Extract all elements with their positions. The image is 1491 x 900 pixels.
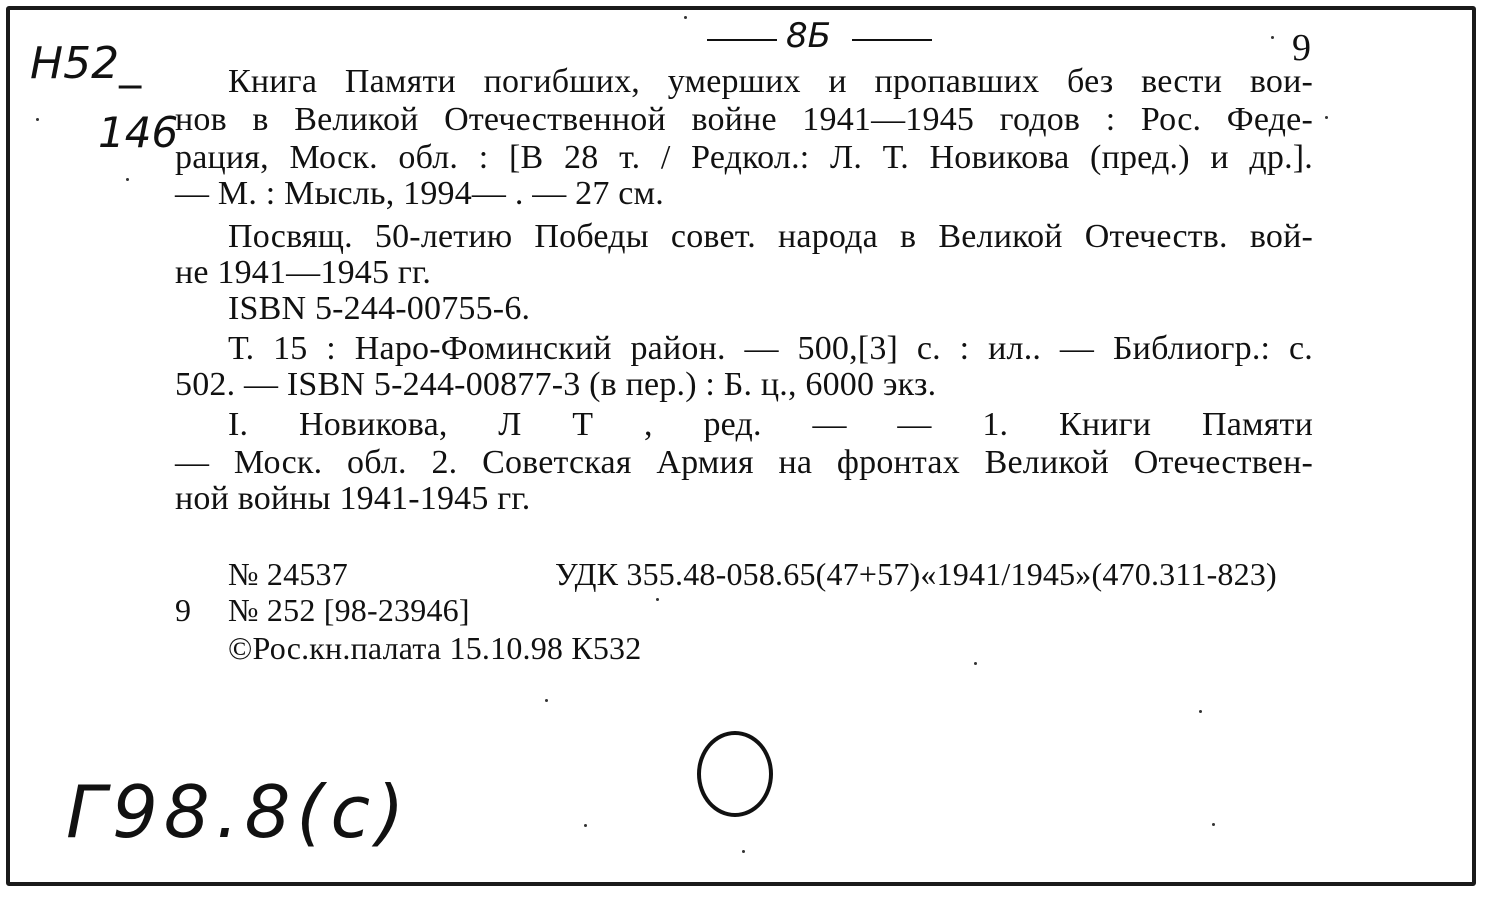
speck	[126, 178, 129, 181]
book-chamber-stamp: ©Рос.кн.палата 15.10.98 К532	[228, 630, 642, 666]
shelf-mark-line2: 146	[98, 108, 179, 157]
speck	[36, 118, 39, 121]
udc-classification: УДК 355.48-058.65(47+57)«1941/1945»(470.311-823)	[555, 556, 1277, 592]
footer-prefix: 9	[175, 592, 192, 628]
page-number: 9	[1292, 27, 1312, 69]
speck	[1199, 710, 1202, 713]
speck	[742, 850, 745, 853]
speck	[684, 16, 687, 19]
entry-line-5: Посвящ. 50-летию Победы совет. народа в Великой Отечеств. вой-	[228, 218, 1313, 255]
speck	[545, 699, 548, 702]
speck	[1212, 823, 1215, 826]
speck	[656, 598, 659, 601]
entry-line-11: — Моск. обл. 2. Советская Армия на фронтах Великой Отечествен-	[175, 444, 1313, 481]
speck	[584, 824, 587, 827]
entry-line-4: — М. : Мысль, 1994— . — 27 см.	[175, 175, 664, 212]
top-rule-right	[852, 39, 932, 41]
entry-line-3: рация, Моск. обл. : [В 28 т. / Редкол.: Л. Т. Новикова (пред.) и др.].	[175, 139, 1313, 176]
speck	[1325, 116, 1328, 119]
registration-number: № 252 [98-23946]	[228, 592, 470, 628]
entry-line-10: I. Новикова, Л Т , ред. — — 1. Книги Памяти	[228, 406, 1313, 443]
entry-line-7: ISBN 5-244-00755-6.	[228, 290, 531, 327]
record-number: № 24537	[228, 556, 348, 592]
shelf-mark-line1: Н52_	[30, 38, 142, 89]
entry-line-6: не 1941—1945 гг.	[175, 254, 432, 291]
entry-line-12: ной войны 1941-1945 гг.	[175, 480, 531, 517]
top-handwritten-note: 8Б	[786, 16, 831, 56]
top-rule-left	[707, 39, 777, 41]
bottom-handwritten-code: Г98.8(с)	[66, 770, 411, 854]
punch-hole	[697, 731, 773, 817]
entry-line-9: 502. — ISBN 5-244-00877-3 (в пер.) : Б. ц., 6000 экз.	[175, 366, 937, 403]
entry-line-8: Т. 15 : Наро-Фоминский район. — 500,[3] с. : ил.. — Библиогр.: с.	[228, 330, 1313, 367]
speck	[1271, 36, 1274, 39]
entry-line-1: Книга Памяти погибших, умерших и пропавших без вести вои-	[228, 63, 1313, 100]
entry-line-2: нов в Великой Отечественной войне 1941—1945 годов : Рос. Феде-	[175, 101, 1313, 138]
speck	[974, 662, 977, 665]
